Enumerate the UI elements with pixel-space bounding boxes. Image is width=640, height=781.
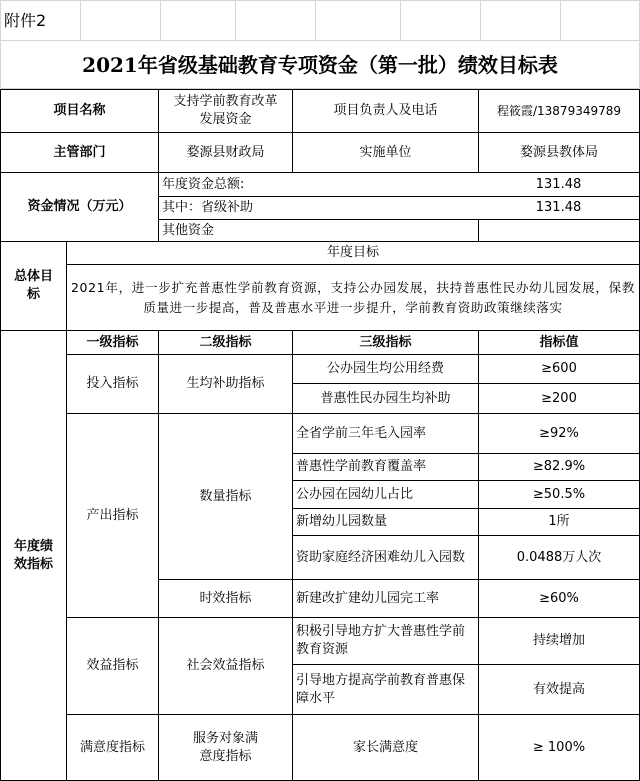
level1-benefit: 效益指标 [86,658,139,673]
attachment-label: 附件2 [4,10,47,30]
project-contact-value: 程筱霞/13879349789 [496,104,622,118]
level3-row: 普惠性学前教育覆盖率 [296,459,427,474]
other-funds-label: 其他资金 [162,222,215,238]
level3-row: 资助家庭经济困难幼儿入园数 [296,549,466,565]
impl-unit-value: 婺源县教体局 [519,144,598,160]
indicator-value: ≥60% [539,590,579,606]
indicator-value: 持续增加 [532,633,585,648]
funds-label: 资金情况（万元） [27,199,132,214]
level3-row: 公办园生均公用经费 [326,361,444,376]
indicator-value: ≥50.5% [532,486,586,502]
indicator-value: ≥200 [541,390,577,406]
impl-unit-label: 实施单位 [359,144,412,160]
level2-header: 二级指标 [199,334,252,350]
project-contact-label: 项目负责人及电话 [333,103,438,118]
annual-total-value: 131.48 [535,176,582,192]
level2-subsidy: 生均补助指标 [186,376,265,391]
provincial-subsidy-label: 其中：省级补助 [162,200,254,215]
annual-total-label: 年度资金总额: [162,176,245,192]
indicator-value: ≥92% [539,425,579,441]
level3-row: 新增幼儿园数量 [296,514,388,529]
level2-timeliness: 时效指标 [199,590,252,606]
level3-row: 新建改扩建幼儿园完工率 [296,590,440,606]
dept-label: 主管部门 [53,144,106,160]
value-header: 指标值 [539,334,579,350]
level3-row: 普惠性民办园生均补助 [320,390,451,406]
level1-satisfaction: 满意度指标 [79,739,145,755]
level2-quantity: 数量指标 [199,488,252,504]
level2-social-benefit: 社会效益指标 [186,658,265,673]
level1-input: 投入指标 [86,376,139,391]
indicator-value: ≥82.9% [532,459,586,474]
annual-target-header: 年度目标 [326,245,379,260]
level3-row: 引导地方提高学前教育普惠保障水平 [296,672,466,706]
indicator-value: 0.0488万人次 [516,549,602,565]
project-name-value: 支持学前教育改革发展资金 [173,94,278,127]
level2-service-satisfaction: 服务对象满意度指标 [192,730,258,764]
annual-performance-indicators-label: 年度绩效指标 [13,538,53,572]
level3-row: 家长满意度 [352,739,418,755]
indicator-value: ≥600 [541,361,577,376]
provincial-subsidy-value: 131.48 [535,200,582,215]
level3-row: 全省学前三年毛入园率 [296,425,427,441]
dept-value: 婺源县财政局 [186,144,265,160]
level3-row: 积极引导地方扩大普惠性学前教育资源 [296,624,466,657]
indicator-value: 1所 [548,514,570,529]
indicator-value: 有效提高 [532,681,585,697]
level3-header: 三级指标 [359,334,412,350]
project-name-label: 项目名称 [53,103,106,118]
annual-target-text: 2021年，进一步扩充普惠性学前教育资源，支持公办园发展，扶持普惠性民办幼儿园发展，保教质量进一步提高，普及普惠水平进一步提升，学前教育资助政策继续落实 [71,279,635,315]
level1-header: 一级指标 [86,334,139,350]
indicator-value: ≥ 100% [532,739,586,755]
page-title: 2021年省级基础教育专项资金（第一批）绩效目标表 [82,53,558,77]
level1-output: 产出指标 [86,507,139,523]
overall-target-label: 总体目标 [13,269,53,302]
level3-row: 公办园在园幼儿占比 [296,486,414,502]
